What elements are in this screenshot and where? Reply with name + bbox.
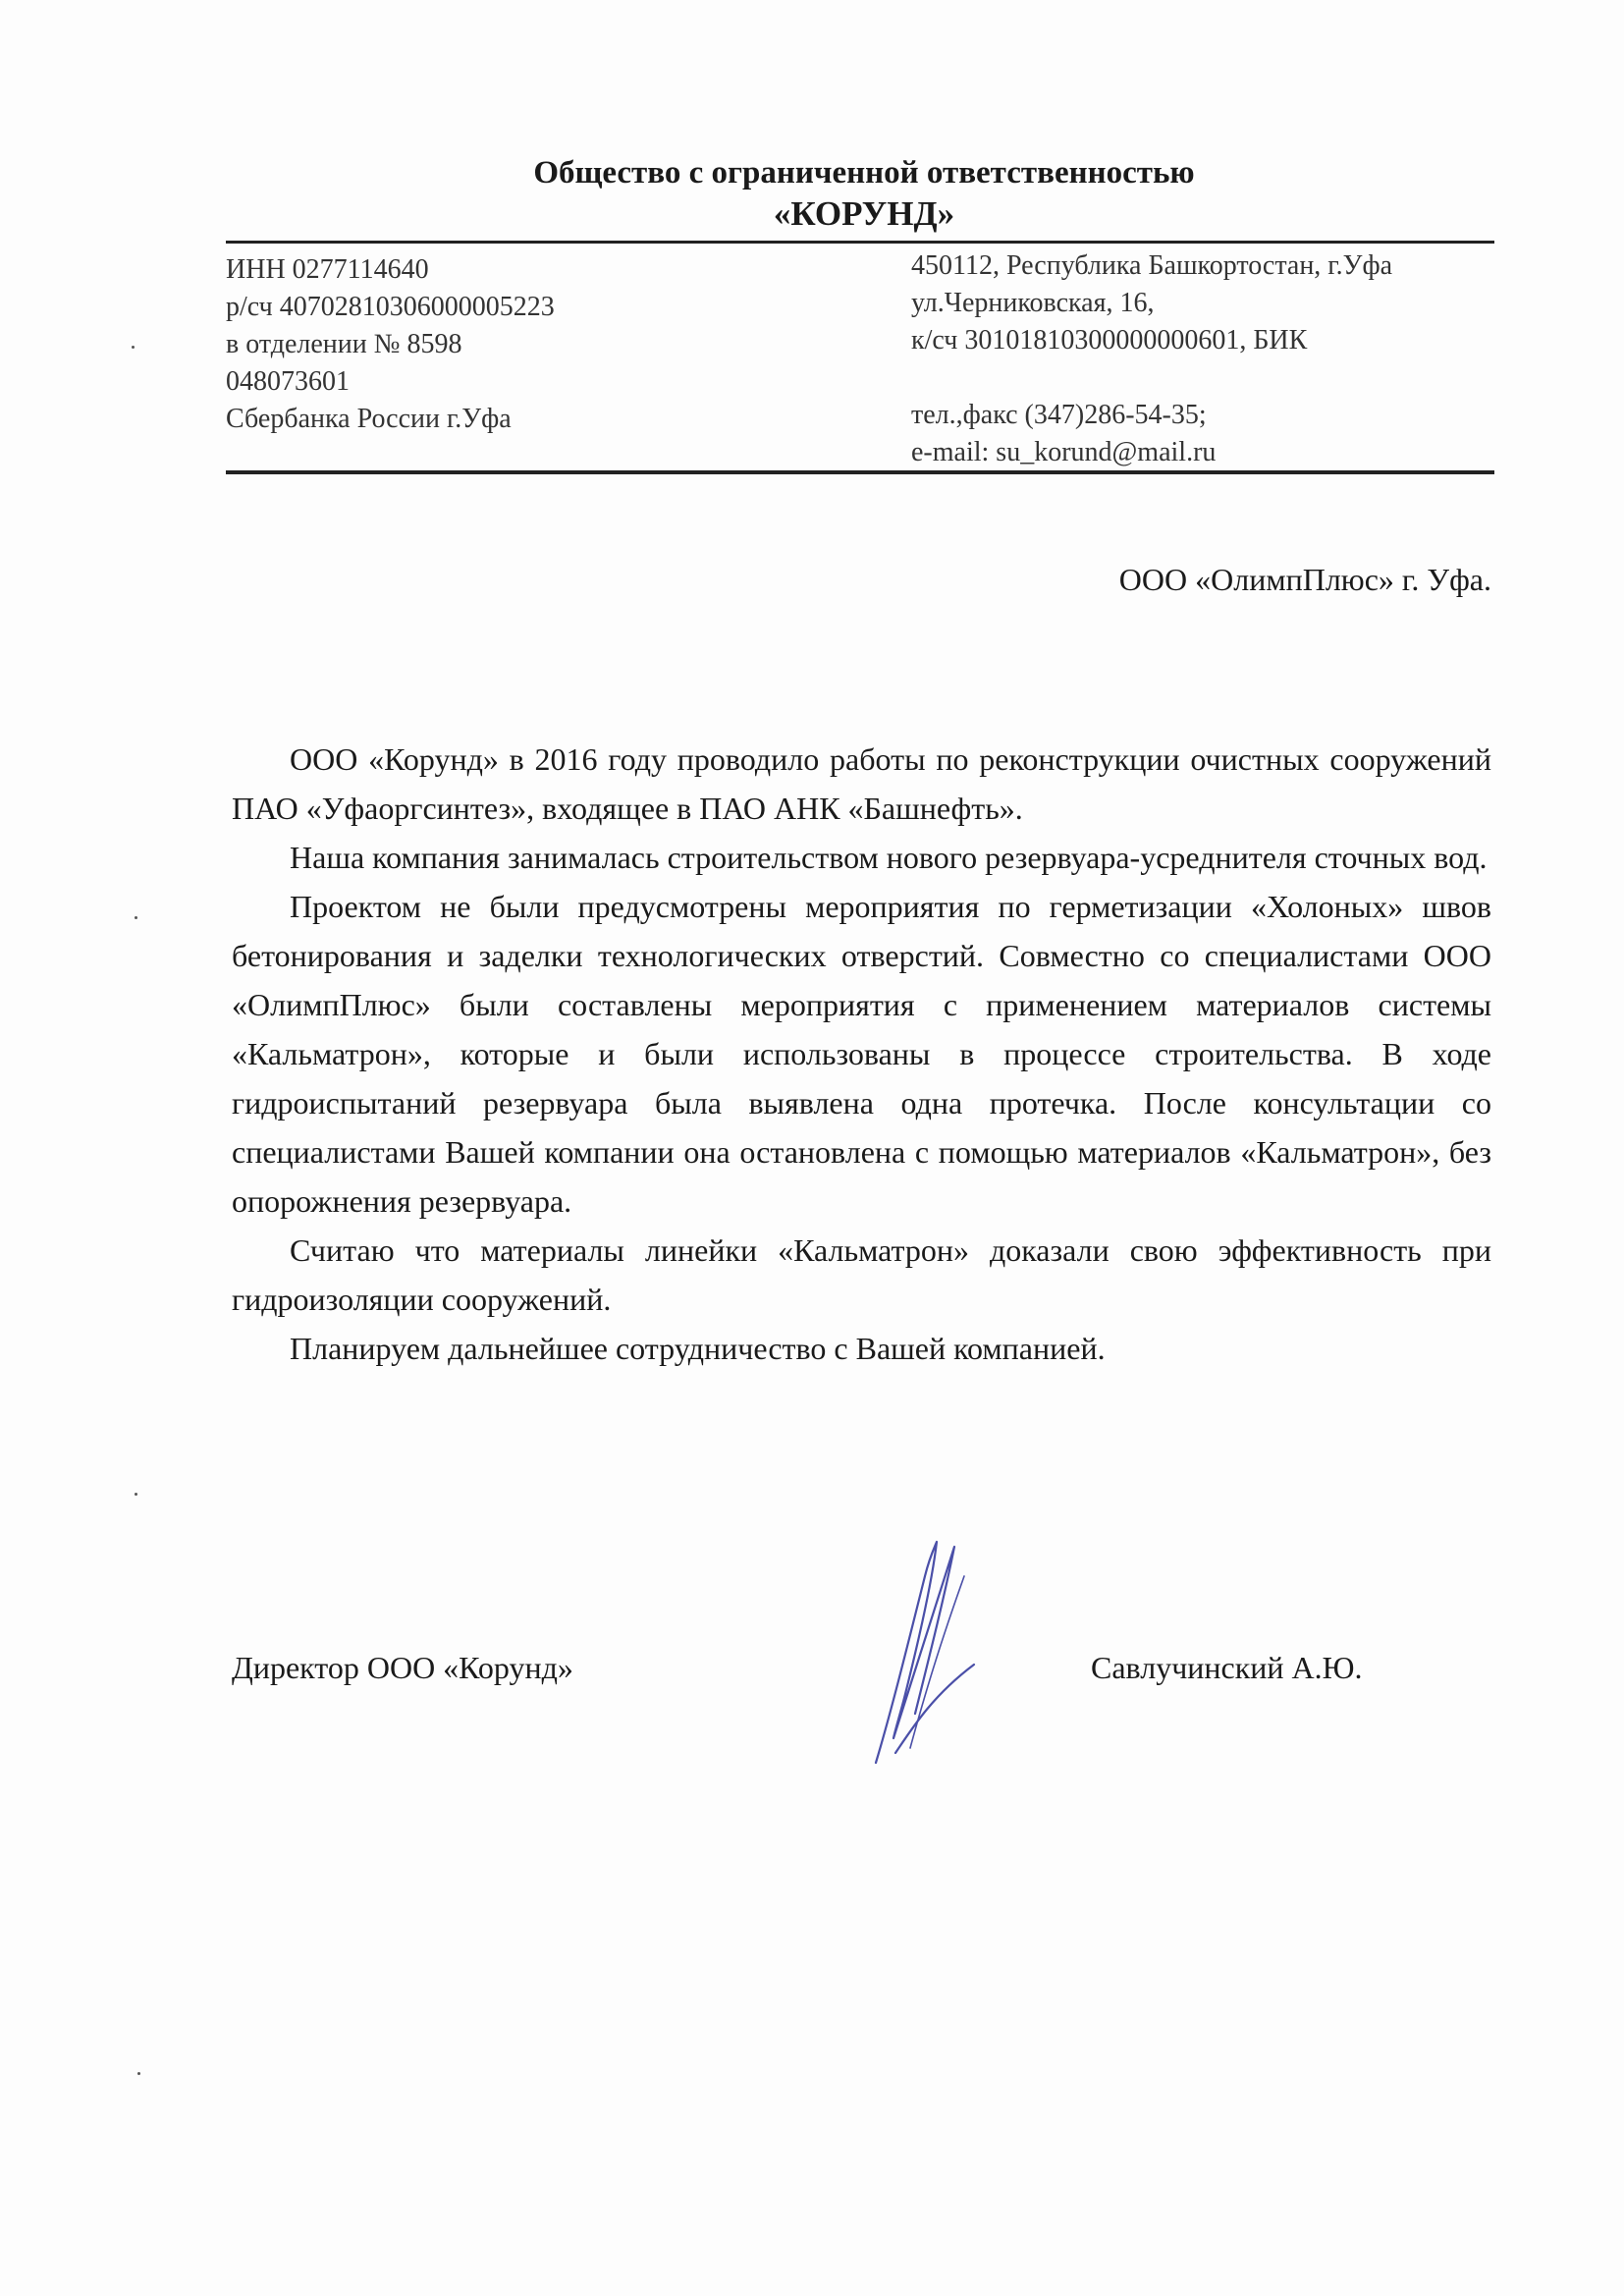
body-paragraph: Проектом не были предусмотрены мероприятия по герметизации «Холоных» швов бетонирования и заделки технологических отверстий. Совместно со специалистами ООО «ОлимпПлюс» были составлены мероприятия с применением материалов системы «Кальматрон», которые и были использованы в процессе строительства. В ходе гидроиспытаний резервуара была выявлена одна протечка. После консультации со специалистами Вашей компании она остановлена с помощью материалов «Кальматрон», без опорожнения резервуара. — [232, 889, 1491, 1219]
body-paragraph: ООО «Корунд» в 2016 году проводило работы по реконструкции очистных сооружений ПАО «Уфаоргсинтез», входящее в ПАО АНК «Башнефть». — [232, 741, 1491, 826]
address-line: к/сч 30101810300000000601, БИК — [911, 325, 1308, 355]
scan-speck — [135, 916, 137, 919]
scan-speck — [132, 346, 135, 349]
requisite-line: Сбербанка России г.Уфа — [226, 404, 512, 434]
address-line: ул.Черниковская, 16, — [911, 288, 1155, 318]
scan-speck — [137, 2072, 140, 2075]
body-paragraph: Наша компания занималась строительством нового резервуара-усреднителя сточных вод. — [290, 840, 1488, 875]
letter-body — [232, 735, 1491, 1373]
phone-line: тел.,факс (347)286-54-35; — [911, 400, 1207, 430]
requisite-line: ИНН 0277114640 — [226, 254, 429, 285]
bank-requisites — [226, 251, 776, 438]
letterhead-top-rule — [226, 241, 1494, 244]
letterhead-bottom-rule — [226, 470, 1494, 474]
email-line: e-mail: su_korund@mail.ru — [911, 437, 1217, 467]
signatory-position: Директор ООО «Корунд» — [232, 1650, 573, 1685]
body-paragraph: Планируем дальнейшее сотрудничество с Вашей компанией. — [290, 1331, 1106, 1366]
signatory-name: Савлучинский А.Ю. — [1091, 1650, 1363, 1685]
requisite-line: в отделении № 8598 — [226, 329, 462, 359]
address-requisites — [911, 247, 1500, 471]
address-line: 450112, Республика Башкортостан, г.Уфа — [911, 250, 1393, 281]
addressee: ООО «ОлимпПлюс» г. Уфа. — [1118, 562, 1491, 597]
requisite-line: р/сч 40702810306000005223 — [226, 292, 555, 322]
scan-speck — [135, 1493, 137, 1496]
address-spacer — [911, 359, 1500, 397]
org-name-heading: «КОРУНД» — [773, 194, 955, 233]
org-type-heading: Общество с ограниченной ответственностью — [533, 155, 1195, 191]
handwritten-signature — [837, 1517, 994, 1773]
requisite-line: 048073601 — [226, 366, 350, 397]
body-paragraph: Считаю что материалы линейки «Кальматрон» доказали свою эффективность при гидроизоляции сооружений. — [232, 1232, 1491, 1317]
